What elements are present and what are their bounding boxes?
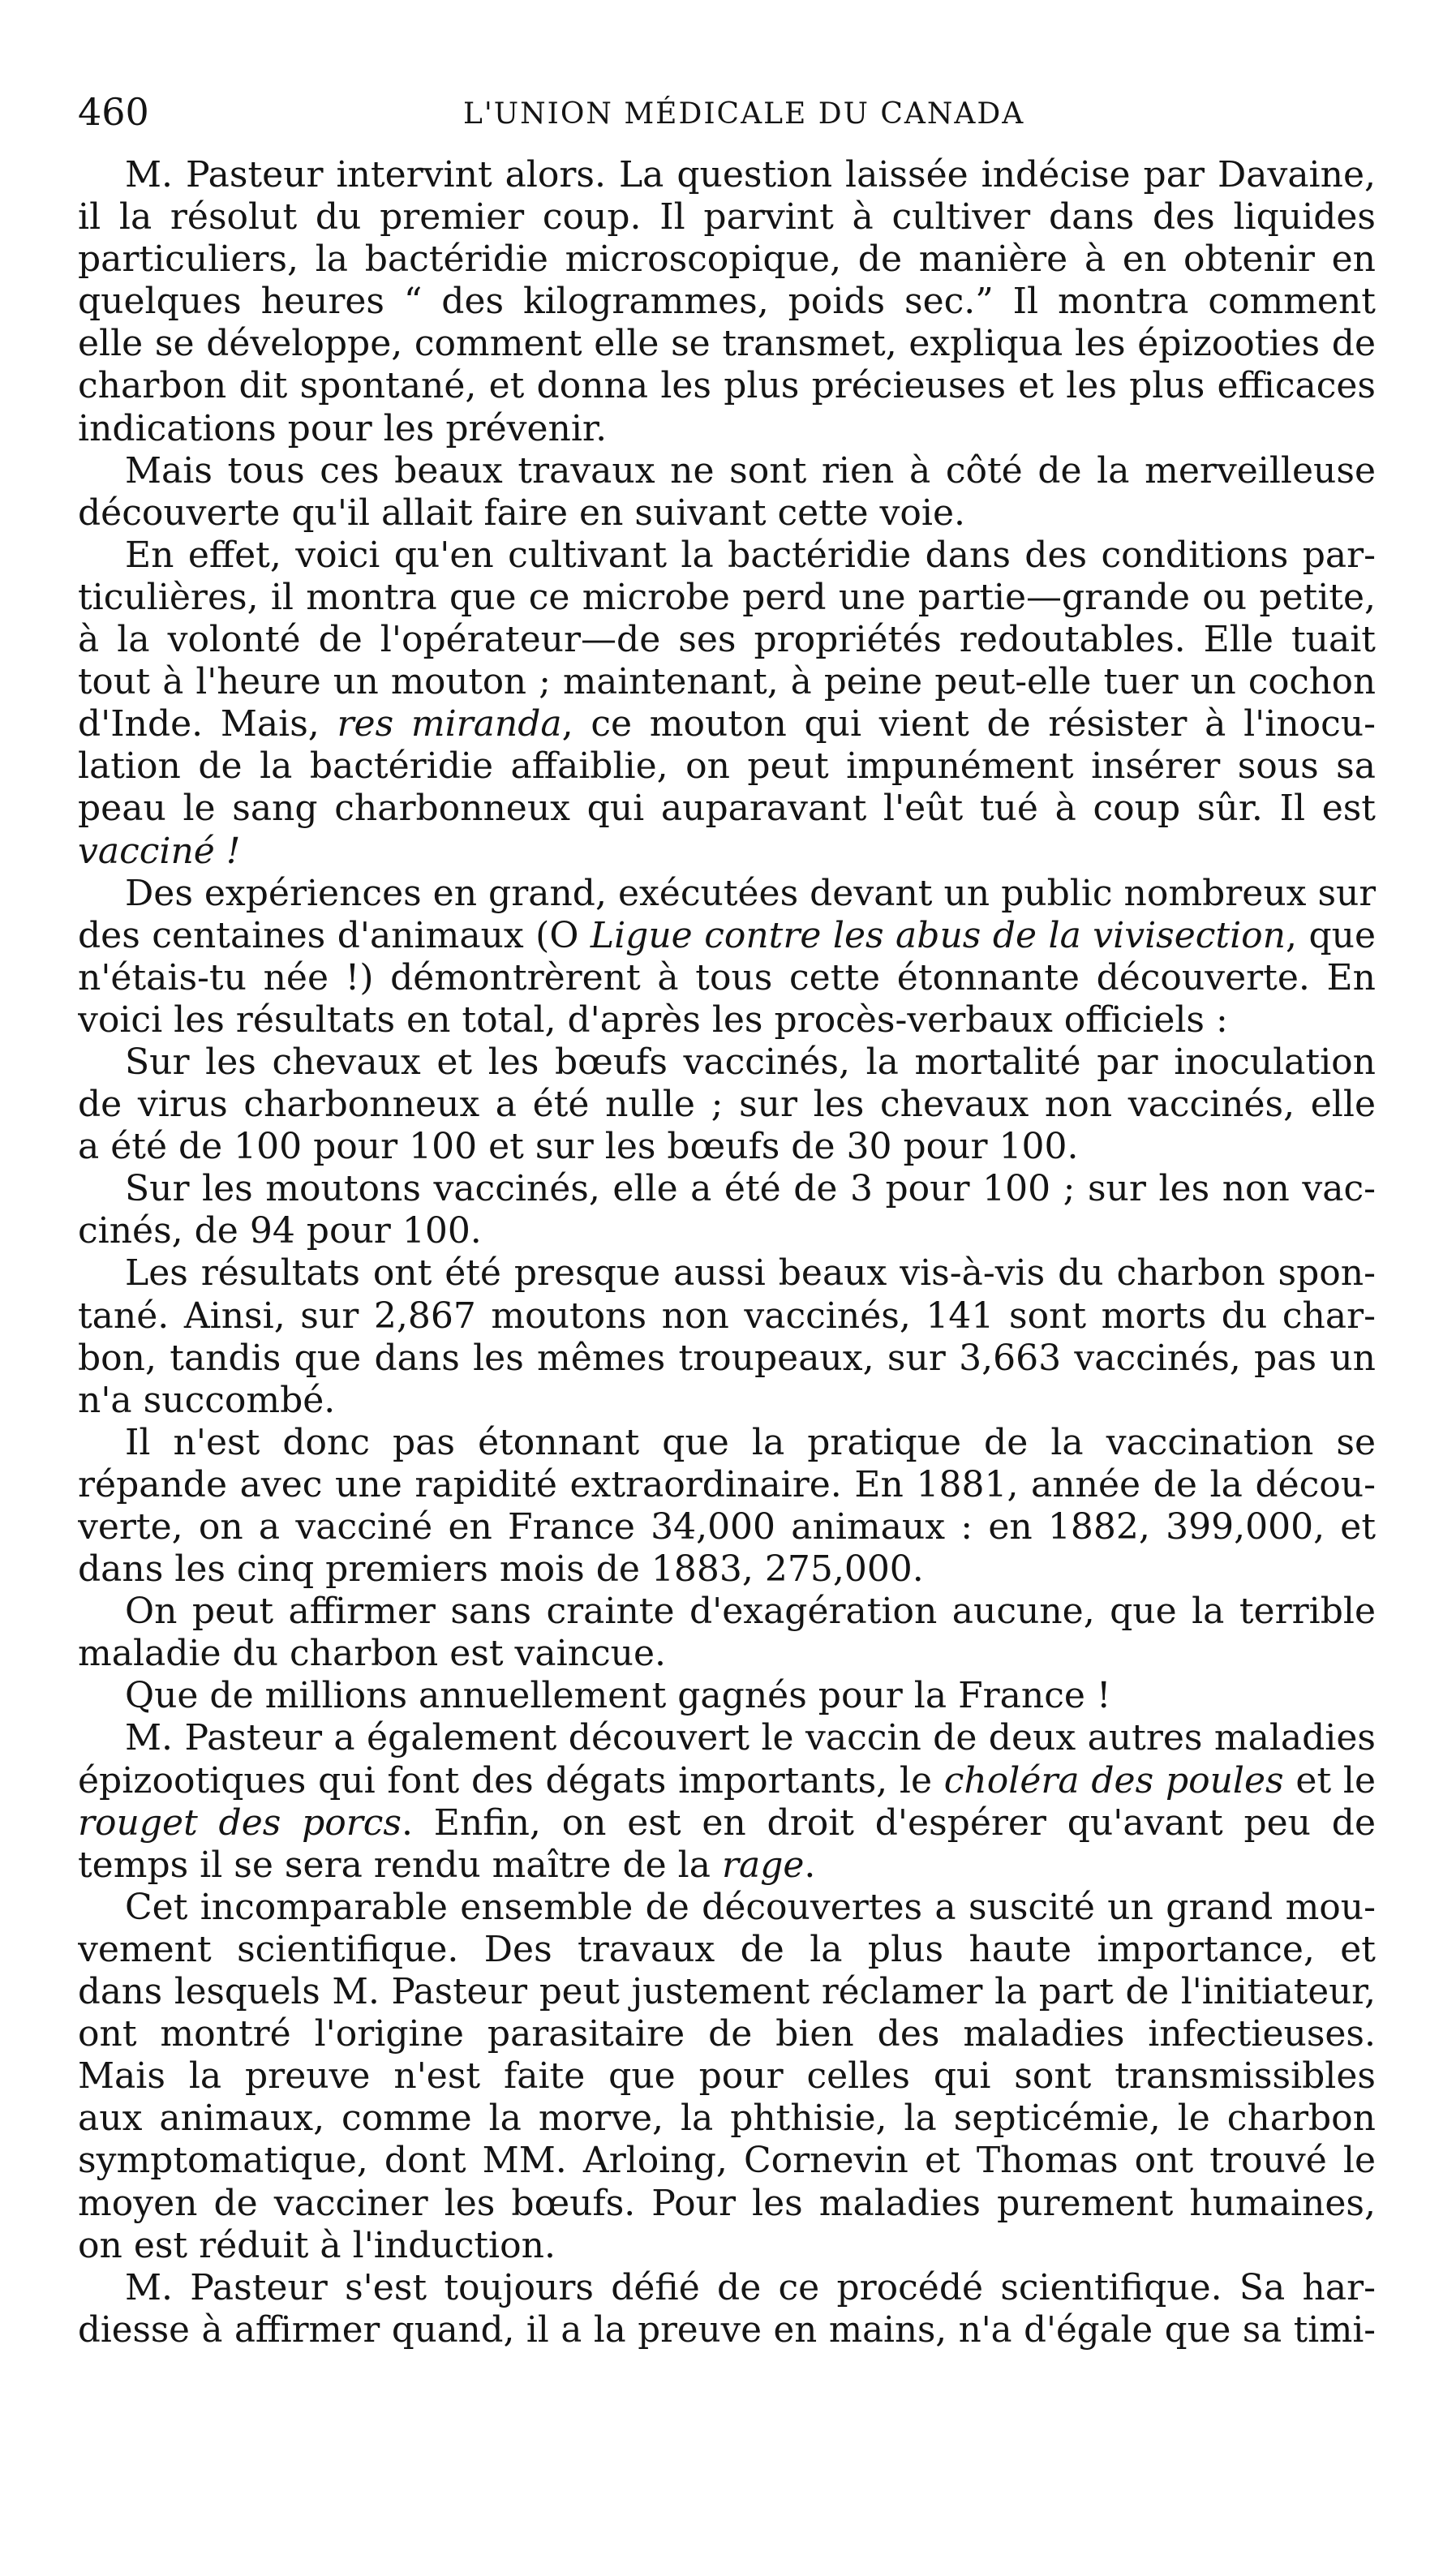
text-run: tané. Ainsi, sur 2,867 moutons non vaccinés, 141 sont morts du char-	[78, 1295, 1376, 1337]
text-run: bon, tandis que dans les mêmes troupeaux, sur 3,663 vaccinés, pas un	[78, 1337, 1376, 1379]
italic-text: Ligue contre les abus de la vivisection	[590, 914, 1286, 956]
text-run: Sur les moutons vaccinés, elle a été de 3 pour 100 ; sur les non vac-	[125, 1168, 1376, 1210]
text-run: dans les cinq premiers mois de 1883, 275,000.	[78, 1548, 924, 1591]
text-line	[78, 957, 1376, 999]
text-line	[78, 745, 1376, 788]
text-run: a été de 100 pour 100 et sur les bœufs de 30 pour 100.	[78, 1126, 1079, 1168]
text-line	[78, 661, 1376, 703]
text-line	[78, 2267, 1376, 2309]
text-line	[78, 1506, 1376, 1548]
text-line	[78, 2098, 1376, 2140]
text-run: M. Pasteur intervint alors. La question laissée indécise par Davaine,	[125, 154, 1376, 195]
text-run: Cet incomparable ensemble de découvertes a suscité un grand mou-	[125, 1886, 1376, 1928]
text-line	[78, 1084, 1376, 1126]
text-run: M. Pasteur a également découvert le vaccin de deux autres maladies	[125, 1717, 1376, 1759]
text-line	[78, 2225, 1376, 2267]
text-run: n'a succombé.	[78, 1379, 336, 1421]
text-line	[78, 999, 1376, 1041]
text-line	[78, 1844, 1376, 1887]
text-line	[78, 1548, 1376, 1591]
text-line	[78, 2055, 1376, 2098]
text-run: répande avec une rapidité extraordinaire. En 1881, année de la décou-	[78, 1463, 1376, 1505]
text-run: . Enfin, on est en droit d'espérer qu'avant peu de	[402, 1801, 1376, 1844]
text-line	[78, 2140, 1376, 2182]
text-line	[78, 1380, 1376, 1422]
text-run: moyen de vacciner les bœufs. Pour les maladies purement humaines,	[78, 2182, 1376, 2224]
text-run: temps il se sera rendu maître de la	[78, 1844, 722, 1886]
text-run: épizootiques qui font des dégats importants, le	[78, 1759, 944, 1801]
running-title: L'UNION MÉDICALE DU CANADA	[463, 97, 1025, 131]
text-run: de virus charbonneux a été nulle ; sur les chevaux non vaccinés, elle	[78, 1084, 1376, 1126]
text-line	[78, 619, 1376, 661]
text-line	[78, 1971, 1376, 2013]
text-line	[78, 1760, 1376, 1802]
page-header	[78, 88, 1376, 136]
text-line	[78, 2183, 1376, 2225]
text-line	[78, 1422, 1376, 1464]
text-run: Des expériences en grand, exécutées devant un public nombreux sur	[125, 872, 1376, 914]
text-line	[78, 408, 1376, 450]
text-line	[78, 1802, 1376, 1844]
text-line	[78, 1464, 1376, 1506]
text-line	[78, 535, 1376, 577]
text-line	[78, 238, 1376, 281]
page-number: 460	[78, 90, 149, 134]
text-run: symptomatique, dont MM. Arloing, Cornevin et Thomas ont trouvé le	[78, 2140, 1376, 2182]
text-line	[78, 1887, 1376, 1929]
text-line	[78, 577, 1376, 619]
text-run: M. Pasteur s'est toujours défié de ce procédé scientifique. Sa har-	[125, 2266, 1376, 2308]
text-line	[78, 1929, 1376, 1971]
text-line	[78, 1633, 1376, 1675]
text-run: des centaines d'animaux (O	[78, 914, 591, 956]
text-run: Sur les chevaux et les bœufs vaccinés, la mortalité par inoculation	[125, 1041, 1376, 1083]
text-line	[78, 915, 1376, 957]
text-line	[78, 323, 1376, 365]
text-line	[78, 831, 1376, 873]
text-line	[78, 1210, 1376, 1252]
text-line	[78, 1717, 1376, 1759]
text-line	[78, 2309, 1376, 2351]
italic-text: res miranda	[337, 703, 562, 745]
text-line	[78, 1591, 1376, 1633]
text-run: charbon dit spontané, et donna les plus précieuses et les plus efficaces	[78, 365, 1376, 407]
text-line	[78, 1675, 1376, 1717]
text-line	[78, 154, 1376, 196]
text-run: n'étais-tu née !) démontrèrent à tous cette étonnante découverte. En	[78, 956, 1376, 998]
text-run: diesse à affirmer quand, il a la preuve en mains, n'a d'égale que sa timi-	[78, 2309, 1376, 2351]
text-run: , que	[1286, 914, 1376, 956]
text-line	[78, 873, 1376, 915]
text-line	[78, 703, 1376, 745]
text-run: quelques heures “ des kilogrammes, poids sec.” Il montra comment	[78, 281, 1376, 323]
text-run: voici les résultats en total, d'après les procès-verbaux officiels :	[78, 998, 1228, 1041]
text-run: ticulières, il montra que ce microbe perd une partie—grande ou petite,	[78, 576, 1376, 618]
text-line	[78, 281, 1376, 323]
text-line	[78, 1338, 1376, 1380]
text-run: Que de millions annuellement gagnés pour la France !	[125, 1675, 1111, 1717]
text-run: indications pour les prévenir.	[78, 407, 608, 449]
text-run: à la volonté de l'opérateur—de ses propriétés redoutables. Elle tuait	[78, 619, 1376, 661]
text-line	[78, 788, 1376, 830]
text-run: maladie du charbon est vaincue.	[78, 1633, 667, 1675]
italic-text: vacciné !	[78, 830, 241, 872]
text-run: elle se développe, comment elle se transmet, expliqua les épizooties de	[78, 323, 1376, 365]
text-line	[78, 365, 1376, 407]
text-run: et le	[1283, 1759, 1376, 1801]
text-run: On peut affirmer sans crainte d'exagération aucune, que la terrible	[125, 1591, 1376, 1633]
text-line	[78, 492, 1376, 535]
text-line	[78, 1126, 1376, 1168]
text-line	[78, 1295, 1376, 1338]
text-run: ont montré l'origine parasitaire de bien des maladies infectieuses.	[78, 2013, 1376, 2055]
text-run: particuliers, la bactéridie microscopique, de manière à en obtenir en	[78, 238, 1376, 281]
italic-text: choléra des poules	[943, 1759, 1284, 1801]
text-line	[78, 450, 1376, 492]
text-run: lation de la bactéridie affaiblie, on peut impunément insérer sous sa	[78, 745, 1376, 788]
text-run: vement scientifique. Des travaux de la plus haute importance, et	[78, 1928, 1376, 1970]
text-line	[78, 196, 1376, 238]
text-run: , ce mouton qui vient de résister à l'inocu-	[561, 703, 1376, 745]
text-run: Il n'est donc pas étonnant que la pratique de la vaccination se	[125, 1421, 1376, 1463]
text-run: .	[804, 1844, 816, 1886]
text-line	[78, 1252, 1376, 1295]
text-line	[78, 2013, 1376, 2055]
text-run: Les résultats ont été presque aussi beaux vis-à-vis du charbon spon-	[125, 1252, 1376, 1295]
text-run: verte, on a vacciné en France 34,000 animaux : en 1882, 399,000, et	[78, 1506, 1376, 1548]
text-run: découverte qu'il allait faire en suivant cette voie.	[78, 492, 966, 534]
text-run: cinés, de 94 pour 100.	[78, 1210, 482, 1252]
text-line	[78, 1041, 1376, 1084]
text-run: dans lesquels M. Pasteur peut justement réclamer la part de l'initiateur,	[78, 1972, 1376, 2013]
text-run: En effet, voici qu'en cultivant la bactéridie dans des conditions par-	[125, 534, 1376, 576]
text-run: Mais tous ces beaux travaux ne sont rien à côté de la merveilleuse	[125, 449, 1376, 492]
text-run: il la résolut du premier coup. Il parvint à cultiver dans des liquides	[78, 196, 1376, 238]
text-run: d'Inde. Mais,	[78, 703, 337, 745]
text-run: Mais la preuve n'est faite que pour celles qui sont transmissibles	[78, 2055, 1376, 2098]
text-run: tout à l'heure un mouton ; maintenant, à peine peut-elle tuer un cochon	[78, 662, 1376, 703]
text-line	[78, 1168, 1376, 1210]
body-text	[78, 154, 1376, 2351]
text-run: aux animaux, comme la morve, la phthisie, la septicémie, le charbon	[78, 2098, 1376, 2140]
italic-text: rouget des porcs	[78, 1801, 402, 1844]
text-run: on est réduit à l'induction.	[78, 2224, 556, 2266]
text-run: peau le sang charbonneux qui auparavant l'eût tué à coup sûr. Il est	[78, 788, 1376, 830]
italic-text: rage	[721, 1844, 805, 1886]
